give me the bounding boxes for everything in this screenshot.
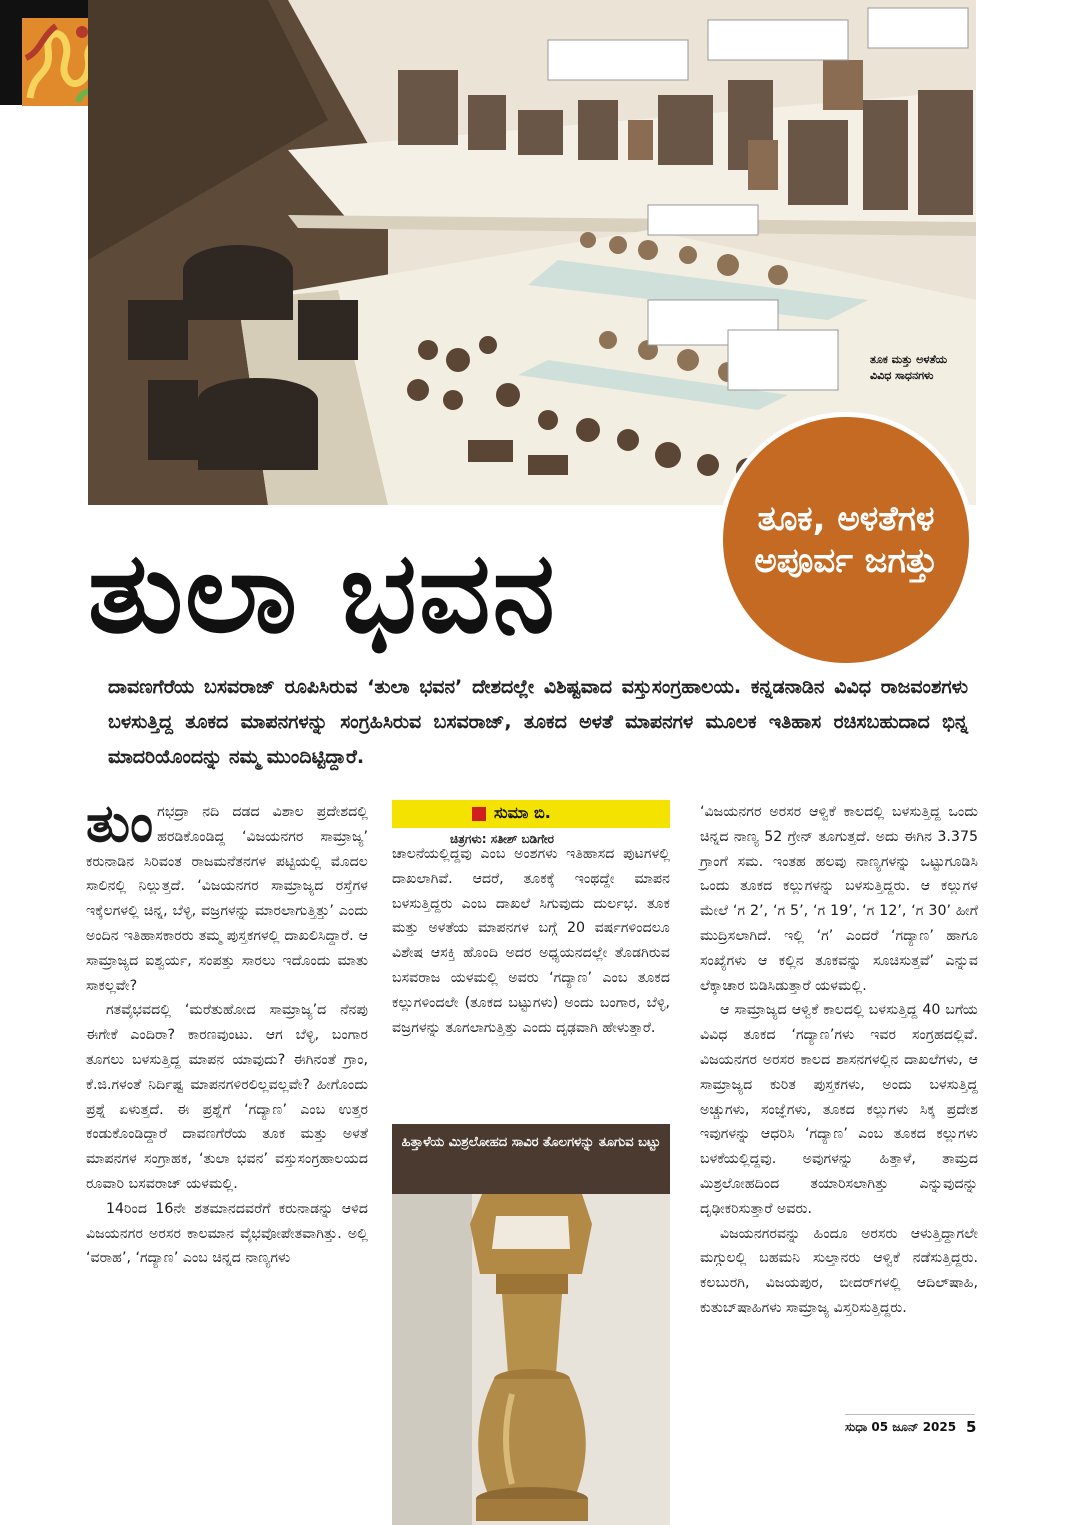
article-column-1: [86, 794, 368, 1271]
footer-rule: [845, 1414, 975, 1415]
title-badge: [718, 412, 974, 668]
byline-square-icon: [472, 807, 486, 821]
photo-credit: ಚಿತ್ರಗಳು: ಸತೀಶ್ ಬಡಿಗೇರ: [450, 832, 555, 846]
headline: ತುಲಾ ಭವನ: [88, 528, 557, 658]
page-number: 5: [966, 1418, 977, 1436]
article-paragraph: ವಿಜಯನಗರವನ್ನು ಹಿಂದೂ ಅರಸರು ಆಳುತ್ತಿದ್ದಾಗಲೇ ಮಗ್ಗುಲಲ್ಲಿ ಬಹಮನಿ ಸುಲ್ತಾನರು ಆಳ್ವಿಕೆ ನಡೆಸುತ್ತಿದ್ದರು. ಕಲಬುರಗಿ, ವಿಜಯಪುರ, ಬೀದರ್‌ಗಳಲ್ಲಿ ಆದಿಲ್‌ಷಾಹಿ, ಕುತುಬ್‌ಷಾಹಿಗಳು ಸಾಮ್ರಾಜ್ಯ ವಿಸ್ತರಿಸುತ್ತಿದ್ದರು.: [700, 1225, 978, 1316]
footer-issue: ಸುಧಾ 05 ಜೂನ್ 2025: [845, 1420, 957, 1434]
article-paragraph: ಗತವೈಭವದಲ್ಲಿ ‘ಮರೆತುಹೋದ ಸಾಮ್ರಾಜ್ಯ’ದ ನೆನಪು ಈಗೇಕೆ ಎಂದಿರಾ? ಕಾರಣವುಂಟು. ಆಗ ಬೆಳ್ಳಿ, ಬಂಗಾರ ತೂಗಲು ಬಳಸುತ್ತಿದ್ದ ಮಾಪನ ಯಾವುದು? ಈಗಿನಂತೆ ಗ್ರಾಂ, ಕೆ.ಜಿ.ಗಳಂತೆ ನಿರ್ದಿಷ್ಟ ಮಾಪನಗಳಿರಲಿಲ್ಲವಲ್ಲವೇ? ಹೀಗೊಂದು ಪ್ರಶ್ನೆ ಏಳುತ್ತದೆ. ಈ ಪ್ರಶ್ನೆಗೆ ‘ಗದ್ಯಾಣ’ ಎಂಬ ಉತ್ತರ ಕಂಡುಕೊಂಡಿದ್ದಾರೆ ದಾವಣಗೆರೆಯ ತೂಕ ಮತ್ತು ಅಳತೆ ಮಾಪನಗಳ ಸಂಗ್ರಾಹಕ, ‘ತುಲಾ ಭವನ’ ವಸ್ತುಸಂಗ್ರಹಾಲಯದ ರೂವಾರಿ ಬಸವರಾಜ್ ಯಳಮಲ್ಲಿ.: [86, 1002, 368, 1192]
paragraph-text: ಗಭದ್ರಾ ನದಿ ದಡದ ವಿಶಾಲ ಪ್ರದೇಶದಲ್ಲಿ ಹರಡಿಕೊಂಡಿದ್ದ ‘ವಿಜಯನಗರ ಸಾಮ್ರಾಜ್ಯ’ ಕರುನಾಡಿನ ಸಿರಿವಂತ ರಾಜಮನೆತನಗಳ ಪಟ್ಟಿಯಲ್ಲಿ ಮೊದಲ ಸಾಲಿನಲ್ಲಿ ನಿಲ್ಲುತ್ತದೆ. ‘ವಿಜಯನಗರ ಸಾಮ್ರಾಜ್ಯದ ರಸ್ತೆಗಳ ಇಕ್ಕೆಲಗಳಲ್ಲಿ ಚಿನ್ನ, ಬೆಳ್ಳಿ, ವಜ್ರಗಳನ್ನು ಮಾರಲಾಗುತ್ತಿತ್ತು’ ಎಂದು ಅಂದಿನ ಇತಿಹಾಸಕಾರರು ತಮ್ಮ ಪುಸ್ತಕಗಳಲ್ಲಿ ದಾಖಲಿಸಿದ್ದಾರೆ. ಆ ಸಾಮ್ರಾಜ್ಯದ ಐಶ್ವರ್ಯ, ಸಂಪತ್ತು ಸಾರಲು ಇದೊಂದು ಮಾತು ಸಾಕಲ್ಲವೇ?: [86, 804, 368, 994]
article-paragraph: 14ರಿಂದ 16ನೇ ಶತಮಾನದವರೆಗೆ ಕರುನಾಡನ್ನು ಆಳಿದ ವಿಜಯನಗರ ಅರಸರ ಕಾಲಮಾನ ವೈಭವೋಪೇತವಾಗಿತ್ತು. ಅಲ್ಲಿ ‘ವರಾಹ’, ‘ಗದ್ಯಾಣ’ ಎಂಬ ಚಿನ್ನದ ನಾಣ್ಯಗಳು: [86, 1200, 368, 1267]
standfirst: ದಾವಣಗೆರೆಯ ಬಸವರಾಜ್ ರೂಪಿಸಿರುವ ‘ತುಲಾ ಭವನ’ ದೇಶದಲ್ಲೇ ವಿಶಿಷ್ಟವಾದ ವಸ್ತುಸಂಗ್ರಹಾಲಯ. ಕನ್ನಡನಾಡಿನ ವಿವಿಧ ರಾಜವಂಶಗಳು ಬಳಸುತ್ತಿದ್ದ ತೂಕದ ಮಾಪನಗಳನ್ನು ಸಂಗ್ರಹಿಸಿರುವ ಬಸವರಾಜ್, ತೂಕದ ಅಳತೆ ಮಾಪನಗಳ ಮೂಲಕ ಇತಿಹಾಸ ರಚಿಸಬಹುದಾದ ಭಿನ್ನ ಮಾದರಿಯೊಂದನ್ನು ನಮ್ಮ ಮುಂದಿಟ್ಟಿದ್ದಾರೆ.: [108, 676, 968, 768]
article-column-2: [392, 842, 670, 1040]
article-paragraph: ಚಾಲನೆಯಲ್ಲಿದ್ದವು ಎಂಬ ಅಂಶಗಳು ಇತಿಹಾಸದ ಪುಟಗಳಲ್ಲಿ ದಾಖಲಾಗಿವೆ. ಆದರೆ, ತೂಕಕ್ಕೆ ಇಂಥದ್ದೇ ಮಾಪನ ಬಳಸುತ್ತಿದ್ದರು ಎಂಬ ದಾಖಲೆ ಸಿಗುವುದು ದುರ್ಲಭ. ತೂಕ ಮತ್ತು ಅಳತೆಯ ಮಾಪನಗಳ ಬಗ್ಗೆ 20 ವರ್ಷಗಳಿಂದಲೂ ವಿಶೇಷ ಆಸಕ್ತಿ ಹೊಂದಿ ಅದರ ಅಧ್ಯಯನದಲ್ಲೇ ತೊಡಗಿರುವ ಬಸವರಾಜ ಯಳಮಲ್ಲಿ ಅವರು ‘ಗದ್ಯಾಣ’ ಎಂಬ ತೂಕದ ಕಲ್ಲುಗಳಿಂದಲೇ (ತೂಕದ ಬಟ್ಟುಗಳು) ಅಂದು ಬಂಗಾರ, ಬೆಳ್ಳಿ, ವಜ್ರಗಳನ್ನು ತೂಗಲಾಗುತ್ತಿತ್ತು ಎಂದು ದೃಢವಾಗಿ ಹೇಳುತ್ತಾರೆ.: [392, 846, 670, 1036]
article-paragraph: ‘ವಿಜಯನಗರ ಅರಸರ ಆಳ್ವಿಕೆ ಕಾಲದಲ್ಲಿ ಬಳಸುತ್ತಿದ್ದ ಒಂದು ಚಿನ್ನದ ನಾಣ್ಯ 52 ಗ್ರೇನ್ ತೂಗುತ್ತದೆ. ಅದು ಈಗಿನ 3.375 ಗ್ರಾಂಗೆ ಸಮ. ಇಂತಹ ಹಲವು ನಾಣ್ಯಗಳನ್ನು ಒಟ್ಟುಗೂಡಿಸಿ ಒಂದು ತೂಕದ ಕಲ್ಲುಗಳನ್ನು ಬಳಸುತ್ತಿದ್ದರು. ಆ ಕಲ್ಲುಗಳ ಮೇಲೆ ‘ಗ 2’, ‘ಗ 5’, ‘ಗ 19’, ‘ಗ 12’, ‘ಗ 30’ ಹೀಗೆ ಮುದ್ರಿಸಲಾಗಿದೆ. ಇಲ್ಲಿ ‘ಗ’ ಎಂದರೆ ‘ಗದ್ಯಾಣ’ ಹಾಗೂ ಸಂಖ್ಯೆಗಳು ಆ ಕಲ್ಲಿನ ತೂಕವನ್ನು ಸೂಚಿಸುತ್ತವೆ’ ಎನ್ನುವ ಲೆಕ್ಕಾಚಾರ ಬಿಡಿಸಿಡುತ್ತಾರೆ ಯಳಮಲ್ಲಿ.: [700, 804, 978, 994]
article-column-3: [700, 800, 978, 1321]
hero-caption: ತೂಕ ಮತ್ತು ಅಳತೆಯ ವಿವಿಧ ಸಾಧನಗಳು: [870, 353, 948, 382]
badge-text: ತೂಕ, ಅಳತೆಗಳ ಅಪೂರ್ವ ಜಗತ್ತು: [754, 499, 938, 581]
article-paragraph: [86, 794, 368, 998]
photo2-caption: ಹಿತ್ತಾಳೆಯ ಮಿಶ್ರಲೋಹದ ಸಾವಿರ ತೊಲಗಳನ್ನು ತೂಗುವ ಬಟ್ಟು: [401, 1135, 661, 1150]
article-paragraph: ಆ ಸಾಮ್ರಾಜ್ಯದ ಆಳ್ವಿಕೆ ಕಾಲದಲ್ಲಿ ಬಳಸುತ್ತಿದ್ದ 40 ಬಗೆಯ ವಿವಿಧ ತೂಕದ ‘ಗದ್ಯಾಣ’ಗಳು ಇವರ ಸಂಗ್ರಹದಲ್ಲಿವೆ. ವಿಜಯನಗರ ಅರಸರ ಕಾಲದ ಶಾಸನಗಳಲ್ಲಿನ ದಾಖಲೆಗಳು, ಆ ಸಾಮ್ರಾಜ್ಯದ ಕುರಿತ ಪುಸ್ತಕಗಳು, ಅಂದು ಬಳಸುತ್ತಿದ್ದ ಅಚ್ಚುಗಳು, ಸಂಜ್ಞೆಗಳು, ತೂಕದ ಕಲ್ಲುಗಳು ಸಿಕ್ಕ ಪ್ರದೇಶ ಇವುಗಳನ್ನು ಆಧರಿಸಿ ‘ಗದ್ಯಾಣ’ ಎಂಬ ತೂಕದ ಕಲ್ಲುಗಳು ಬಳಕೆಯಲ್ಲಿದ್ದವು. ಅವುಗಳನ್ನು ಹಿತ್ತಾಳೆ, ತಾಮ್ರದ ಮಿಶ್ರಲೋಹದಿಂದ ತಯಾರಿಸಲಾಗಿತ್ತು ಎನ್ನುವುದನ್ನು ದೃಢೀಕರಿಸುತ್ತಾರೆ ಅವರು.: [700, 1002, 978, 1217]
author-name: ಸುಮಾ ಬಿ.: [494, 803, 551, 822]
dropcap: ತುಂ: [86, 794, 154, 854]
brass-weight-photo: [392, 1124, 670, 1525]
